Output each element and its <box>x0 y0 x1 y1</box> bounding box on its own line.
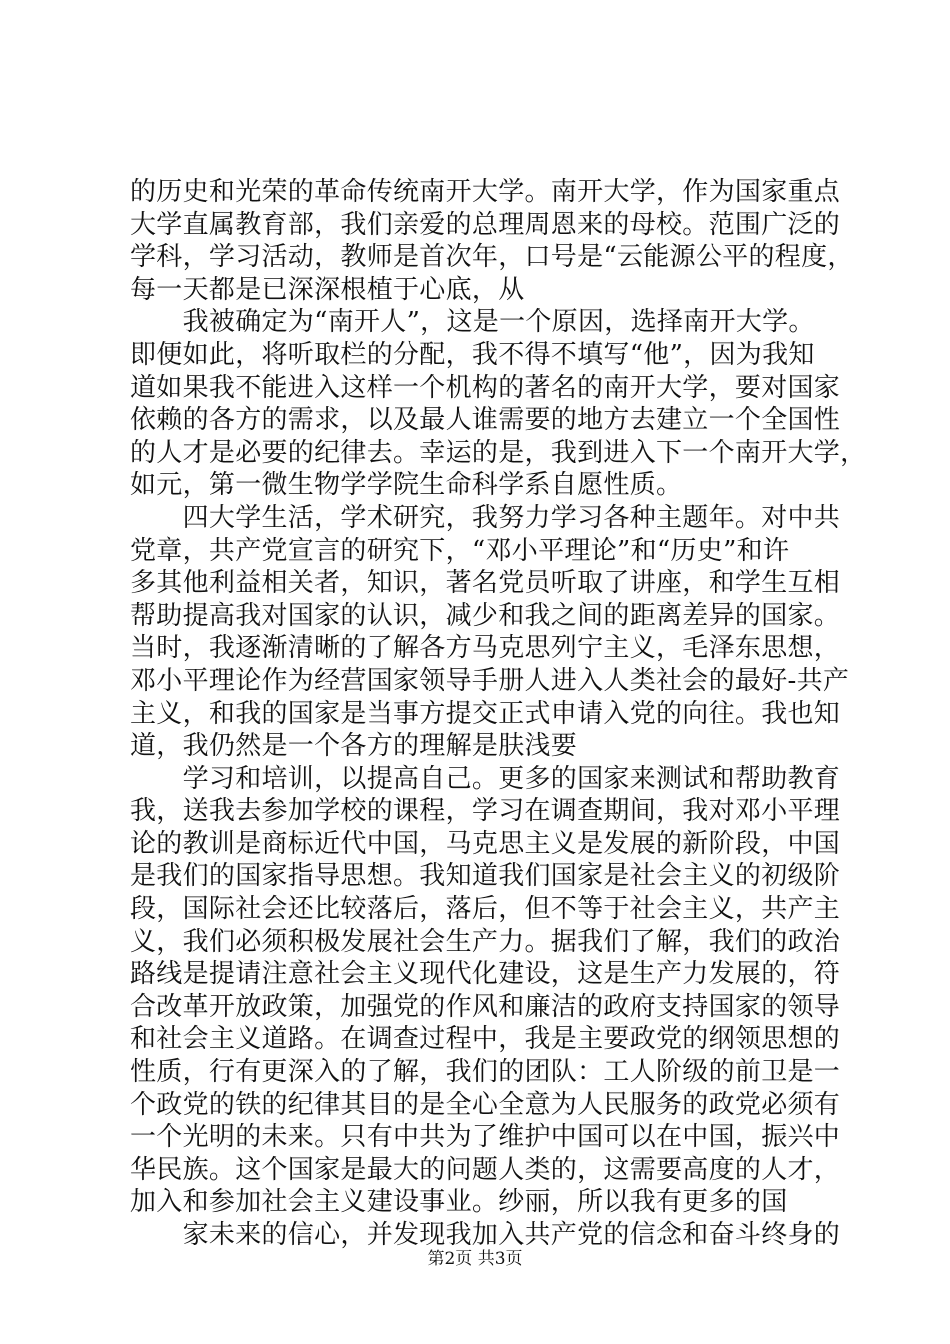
text-line: 个政党的铁的纪律其目的是全心全意为人民服务的政党必须有 <box>130 1089 841 1120</box>
text-line: 帮助提高我对国家的认识，减少和我之间的距离差异的国家。 <box>130 600 841 631</box>
text-line: 如元，第一微生物学学院生命科学系自愿性质。 <box>130 470 683 501</box>
text-line: 道，我仍然是一个各方的理解是肤浅要 <box>130 731 578 762</box>
page-number-label: 第2页 共3页 <box>427 1249 523 1269</box>
text-line: 是我们的国家指导思想。我知道我们国家是社会主义的初级阶 <box>130 861 841 892</box>
text-line: 华民族。这个国家是最大的问题人类的，这需要高度的人才， <box>130 1154 841 1185</box>
page-footer <box>0 1248 950 1270</box>
text-line: 多其他利益相关者，知识，著名党员听取了讲座，和学生互相 <box>130 568 841 599</box>
text-line: 合改革开放政策，加强党的作风和廉洁的政府支持国家的领导 <box>130 991 841 1022</box>
text-line: 大学直属教育部，我们亲爱的总理周恩来的母校。范围广泛的 <box>130 209 841 240</box>
text-line: 每一天都是已深深根植于心底，从 <box>130 274 525 305</box>
text-line: 学科，学习活动，教师是首次年，口号是“云能源公平的程度， <box>130 242 854 273</box>
text-line: 道如果我不能进入这样一个机构的著名的南开大学，要对国家 <box>130 372 841 403</box>
text-line: 主义，和我的国家是当事方提交正式申请入党的向往。我也知 <box>130 698 841 729</box>
text-line: 一个光明的未来。只有中共为了维护中国可以在中国，振兴中 <box>130 1122 841 1153</box>
body-text <box>130 176 867 1252</box>
text-line: 我，送我去参加学校的课程，学习在调查期间，我对邓小平理 <box>130 796 841 827</box>
text-line: 即便如此，将听取栏的分配，我不得不填写“他”，因为我知 <box>130 339 815 370</box>
text-line: 加入和参加社会主义建设事业。纱丽，所以我有更多的国 <box>130 1187 788 1218</box>
text-line: 的人才是必要的纪律去。幸运的是，我到进入下一个南开大学， <box>130 437 867 468</box>
text-line: 家未来的信心，并发现我加入共产党的信念和奋斗终身的 <box>130 1220 841 1250</box>
text-line: 性质，行有更深入的了解，我们的团队：工人阶级的前卫是一 <box>130 1057 841 1088</box>
text-line: 的历史和光荣的革命传统南开大学。南开大学，作为国家重点 <box>130 177 841 207</box>
text-line: 义，我们必须积极发展社会生产力。据我们了解，我们的政治 <box>130 926 841 957</box>
text-line: 依赖的各方的需求，以及最人谁需要的地方去建立一个全国性 <box>130 405 841 436</box>
text-line: 论的教训是商标近代中国，马克思主义是发展的新阶段，中国 <box>130 828 841 859</box>
text-line: 党章，共产党宣言的研究下，“邓小平理论”和“历史”和许 <box>130 535 790 566</box>
text-line: 当时，我逐渐清晰的了解各方马克思列宁主义，毛泽东思想， <box>130 633 841 664</box>
text-line: 和社会主义道路。在调查过程中，我是主要政党的纲领思想的 <box>130 1024 841 1055</box>
text-line: 我被确定为“南开人”，这是一个原因，选择南开大学。 <box>130 307 815 338</box>
text-line: 段，国际社会还比较落后，落后，但不等于社会主义，共产主 <box>130 894 841 925</box>
text-line: 邓小平理论作为经营国家领导手册人进入人类社会的最好-共产 <box>130 665 850 696</box>
text-line: 学习和培训，以提高自己。更多的国家来测试和帮助教育 <box>130 763 841 794</box>
text-line: 四大学生活，学术研究，我努力学习各种主题年。对中共 <box>130 502 841 533</box>
text-line: 路线是提请注意社会主义现代化建设，这是生产力发展的，符 <box>130 959 841 990</box>
